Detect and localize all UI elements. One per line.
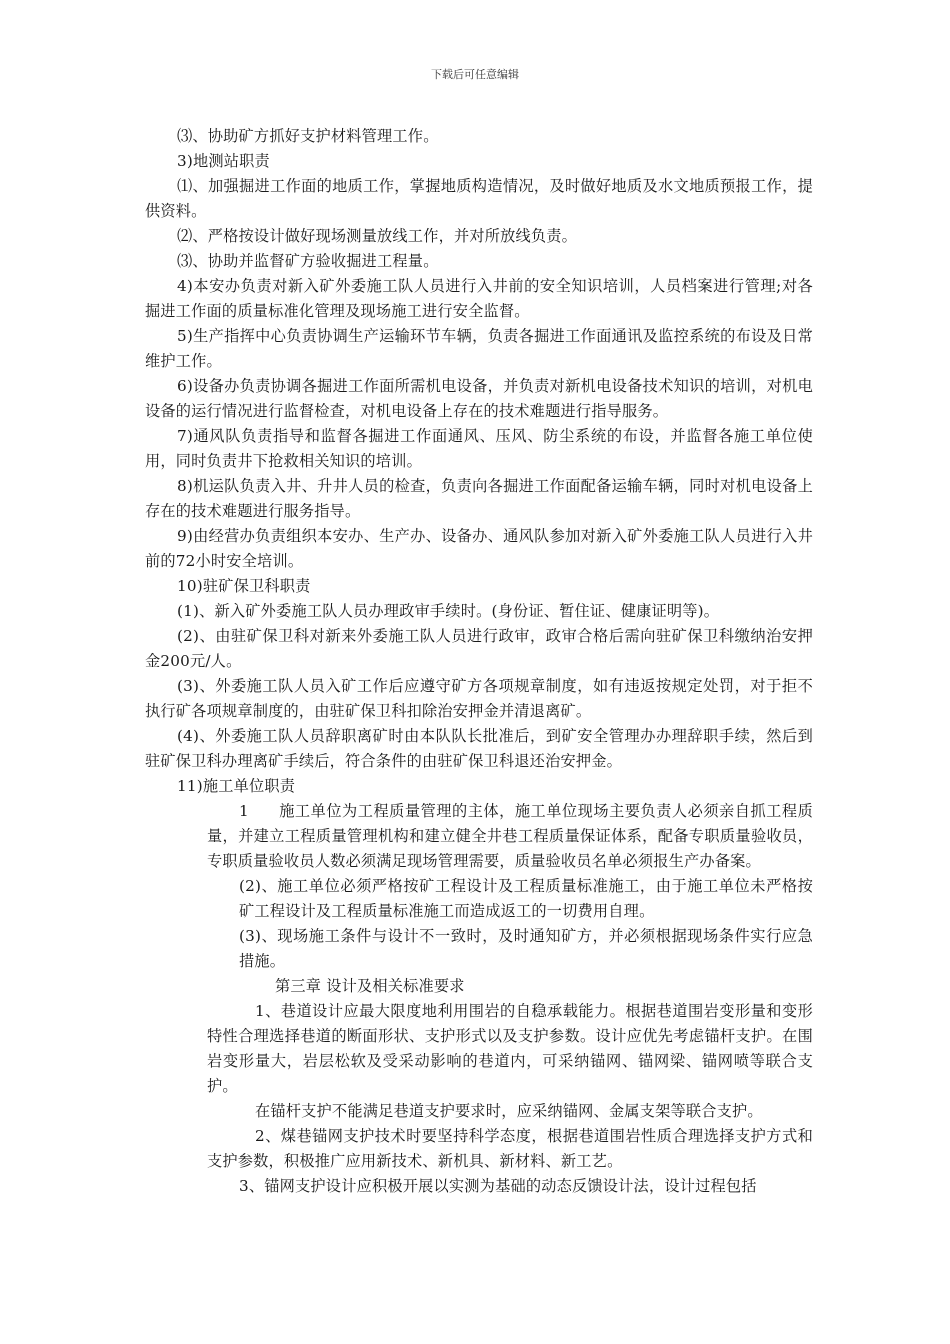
paragraph: 1、巷道设计应最大限度地利用围岩的自稳承载能力。根据巷道围岩变形量和变形特性合理选择巷道的断面形状、支护形式以及支护参数。设计应优先考虑锚杆支护。在围岩变形量大，岩层松软及受采动影响的巷道内，可采纳锚网、锚网梁、锚网喷等联合支护。 — [207, 1002, 813, 1095]
paragraph: ⑴、加强掘进工作面的地质工作，掌握地质构造情况，及时做好地质及水文地质预报工作，提供资料。 — [145, 177, 813, 220]
paragraph: 2、煤巷锚网支护技术时要坚持科学态度，根据巷道围岩性质合理选择支护方式和支护参数，积极推广应用新技术、新机具、新材料、新工艺。 — [207, 1127, 813, 1170]
chapter-title: 第三章 设计及相关标准要求 — [275, 977, 465, 995]
list-item: (3)、现场施工条件与设计不一致时，及时通知矿方，并必须根据现场条件实行应急措施。 — [239, 927, 813, 970]
section-heading: 3)地测站职责 — [177, 152, 270, 170]
page-header: 下载后可任意编辑 — [431, 68, 519, 81]
paragraph: (3)、外委施工队人员入矿工作后应遵守矿方各项规章制度，如有违返按规定处罚，对于拒不执行矿各项规章制度的，由驻矿保卫科扣除治安押金并清退离矿。 — [145, 677, 813, 720]
paragraph: 8)机运队负责入井、升井人员的检查，负责向各掘进工作面配备运输车辆，同时对机电设备上存在的技术难题进行服务指导。 — [145, 477, 813, 520]
paragraph: 在锚杆支护不能满足巷道支护要求时，应采纳锚网、金属支架等联合支护。 — [255, 1102, 763, 1120]
paragraph: 7)通风队负责指导和监督各掘进工作面通风、压风、防尘系统的布设，并监督各施工单位使用，同时负责井下抢救相关知识的培训。 — [145, 427, 813, 470]
paragraph: (2)、由驻矿保卫科对新来外委施工队人员进行政审，政审合格后需向驻矿保卫科缴纳治安押金200元/人。 — [145, 627, 813, 670]
list-item: (2)、施工单位必须严格按矿工程设计及工程质量标准施工，由于施工单位未严格按矿工程设计及工程质量标准施工而造成返工的一切费用自理。 — [239, 877, 813, 920]
paragraph: (4)、外委施工队人员辞职离矿时由本队队长批准后，到矿安全管理办办理辞职手续，然后到驻矿保卫科办理离矿手续后，符合条件的由驻矿保卫科退还治安押金。 — [145, 727, 813, 770]
paragraph: 5)生产指挥中心负责协调生产运输环节车辆，负责各掘进工作面通讯及监控系统的布设及日常维护工作。 — [145, 327, 813, 370]
document-body — [145, 124, 813, 1199]
paragraph: (1)、新入矿外委施工队人员办理政审手续时。(身份证、暂住证、健康证明等)。 — [177, 602, 720, 620]
paragraph: ⑶、协助并监督矿方验收掘进工程量。 — [177, 252, 439, 270]
section-heading: 11)施工单位职责 — [177, 777, 296, 795]
paragraph: 6)设备办负责协调各掘进工作面所需机电设备，并负责对新机电设备技术知识的培训，对机电设备的运行情况进行监督检查，对机电设备上存在的技术难题进行指导服务。 — [145, 377, 813, 420]
paragraph: ⑶、协助矿方抓好支护材料管理工作。 — [177, 127, 439, 145]
section-heading: 10)驻矿保卫科职责 — [177, 577, 311, 595]
list-item — [145, 799, 813, 874]
list-item-text: 施工单位为工程质量管理的主体，施工单位现场主要负责人必须亲自抓工程质量，并建立工程质量管理机构和建立健全井巷工程质量保证体系，配备专职质量验收员，专职质量验收员人数必须满足现场管理需要，质量验收员名单必须报生产办备案。 — [207, 802, 813, 870]
paragraph: 4)本安办负责对新入矿外委施工队人员进行入井前的安全知识培训，人员档案进行管理;对各掘进工作面的质量标准化管理及现场施工进行安全监督。 — [145, 277, 813, 320]
paragraph: ⑵、严格按设计做好现场测量放线工作，并对所放线负责。 — [177, 227, 578, 245]
list-item-number: 1 — [239, 802, 249, 820]
paragraph: 3、锚网支护设计应积极开展以实测为基础的动态反馈设计法，设计过程包括 — [239, 1177, 757, 1195]
paragraph: 9)由经营办负责组织本安办、生产办、设备办、通风队参加对新入矿外委施工队人员进行入井前的72小时安全培训。 — [145, 527, 813, 570]
